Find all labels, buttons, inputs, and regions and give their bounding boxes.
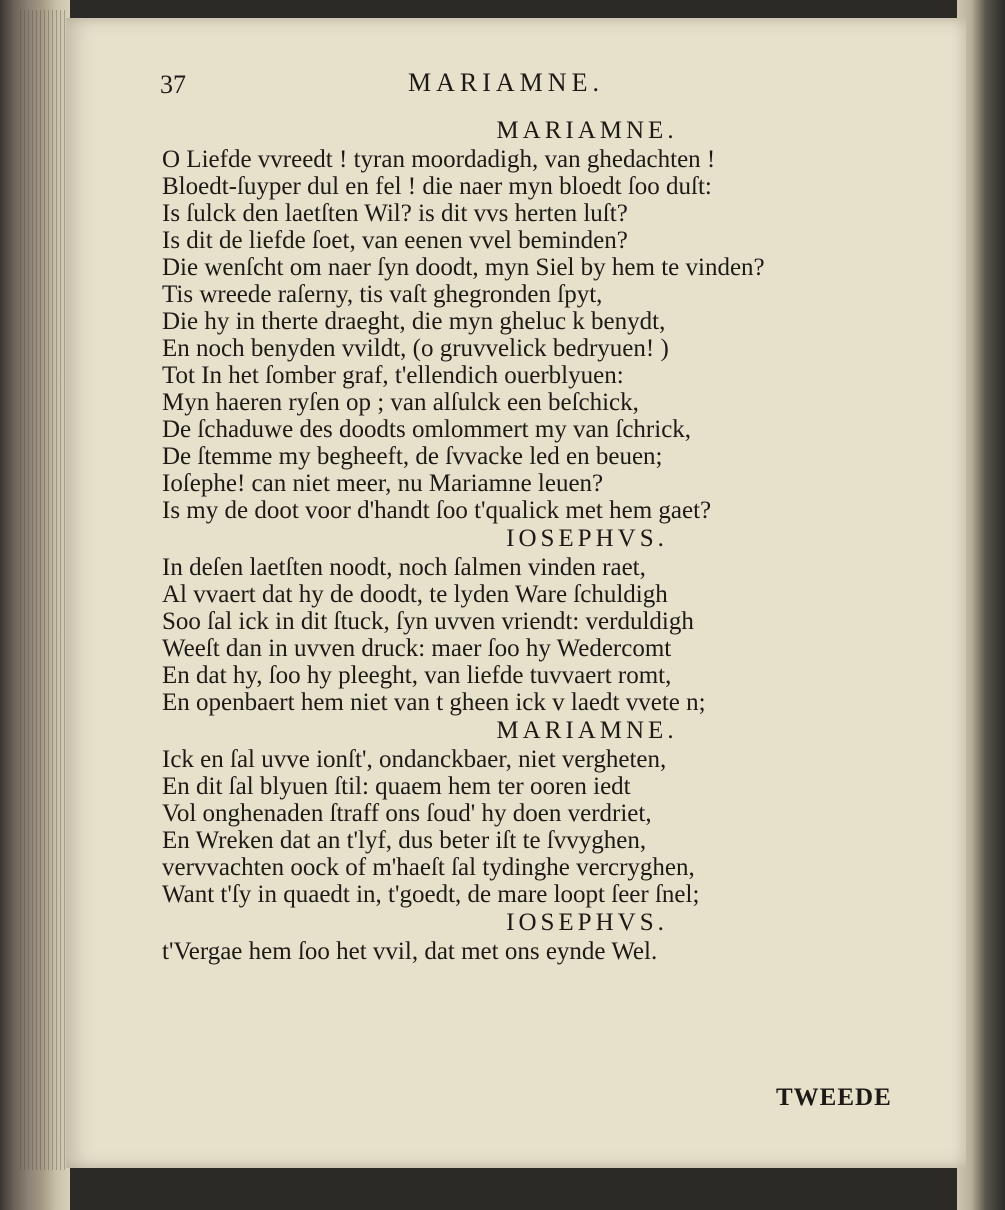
verse-line: Ick en ſal uvve ionſt', ondanckbaer, niet vergheten, [162, 746, 667, 773]
verse-line: En noch benyden vvildt, (o gruvvelick bedryuen! ) [162, 335, 669, 362]
page-edges [20, 10, 65, 1170]
page-number: 37 [160, 70, 186, 99]
verse-line: Al vvaert dat hy de doodt, te lyden Ware ſchuldigh [162, 581, 668, 608]
verse-line: En Wreken dat an t'lyf, dus beter iſt te ſvvyghen, [162, 827, 647, 854]
verse-line: De ſchaduwe des doodts omlommert my van ſchrick, [162, 416, 692, 443]
verse-line: Ioſephe! can niet meer, nu Mariamne leuen? [162, 470, 604, 497]
verse-line: Bloedt-ſuyper dul en fel ! die naer myn bloedt ſoo duſt: [162, 173, 712, 200]
catchword: TWEEDE [776, 1084, 892, 1111]
book-page [66, 18, 966, 1168]
verse-line: Want t'ſy in quaedt in, t'goedt, de mare loopt ſeer ſnel; [162, 881, 700, 908]
verse-line: O Liefde vvreedt ! tyran moordadigh, van ghedachten ! [162, 146, 716, 173]
verse-line: Is ſulck den laetſten Wil? is dit vvs herten luſt? [162, 200, 628, 227]
verse-line: En dat hy, ſoo hy pleeght, van liefde tuvvaert romt, [162, 662, 672, 689]
verse-line: Weeſt dan in uvven druck: maer ſoo hy Wedercomt [162, 635, 672, 662]
verse-line: t'Vergae hem ſoo het vvil, dat met ons eynde Wel. [162, 938, 658, 965]
verse-line: Die wenſcht om naer ſyn doodt, myn Siel by hem te vinden? [162, 254, 765, 281]
verse-line: Is dit de liefde ſoet, van eenen vvel beminden? [162, 227, 628, 254]
verse-line: Die hy in therte draeght, die myn gheluc k benydt, [162, 308, 666, 335]
speaker-heading: IOSEPHVS. [506, 909, 668, 936]
speaker-heading: MARIAMNE. [496, 117, 678, 144]
verse-line: En openbaert hem niet van t gheen ick v laedt vvete n; [162, 689, 706, 716]
verse-line: vervvachten oock of m'haeſt ſal tydinghe vercryghen, [162, 854, 695, 881]
play-text [162, 116, 952, 965]
verse-line: Tis wreede raſerny, tis vaſt ghegronden ſpyt, [162, 281, 603, 308]
verse-line: En dit ſal blyuen ſtil: quaem hem ter ooren iedt [162, 773, 631, 800]
verse-line: De ſtemme my begheeft, de ſvvacke led en beuen; [162, 443, 663, 470]
running-head: MARIAMNE. [408, 68, 604, 97]
book-spine [0, 0, 70, 1210]
verse-line: In deſen laetſten noodt, noch ſalmen vinden raet, [162, 554, 646, 581]
verse-line: Soo ſal ick in dit ſtuck, ſyn uvven vriendt: verduldigh [162, 608, 694, 635]
verse-line: Is my de doot voor d'handt ſoo t'qualick met hem gaet? [162, 497, 712, 524]
verse-line: Vol onghenaden ſtraff ons ſoud' hy doen verdriet, [162, 800, 652, 827]
verse-line: Myn haeren ryſen op ; van alſulck een beſchick, [162, 389, 639, 416]
verse-line: Tot In het ſomber graf, t'ellendich ouerblyuen: [162, 362, 624, 389]
speaker-heading: MARIAMNE. [496, 717, 678, 744]
speaker-heading: IOSEPHVS. [506, 525, 668, 552]
